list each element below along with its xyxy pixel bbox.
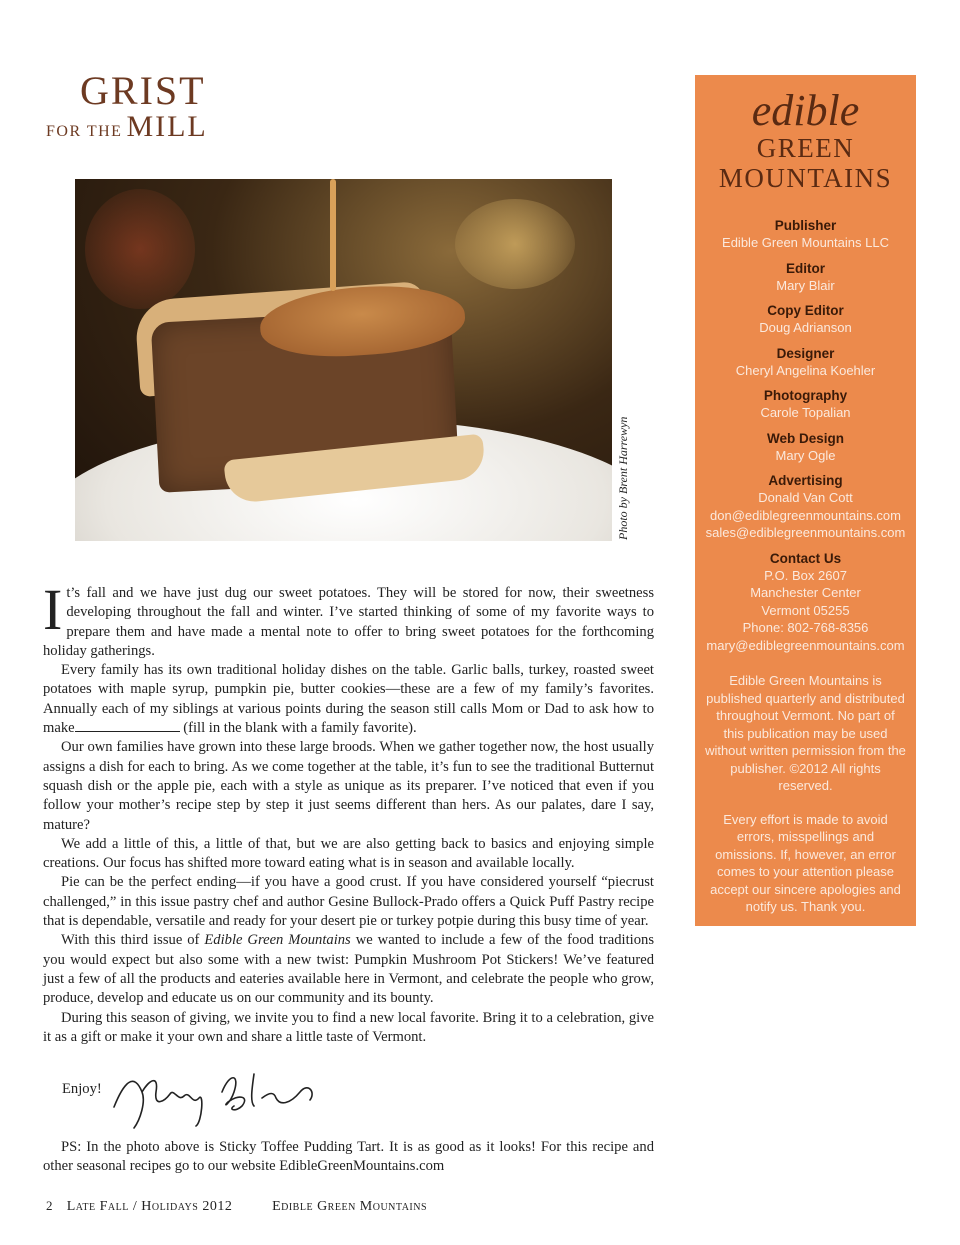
staff-role: Editor (786, 260, 825, 276)
article-paragraph-2 (43, 661, 654, 738)
logo-edible: edible (751, 86, 860, 135)
staff-value: Carole Topalian (760, 405, 851, 420)
photo-bokeh-red (85, 189, 195, 309)
staff-group-photography (695, 387, 916, 422)
staff-value: Edible Green Mountains LLC (722, 235, 889, 250)
logo-green: GREEN (756, 133, 855, 163)
photo-bokeh-light (455, 199, 575, 289)
editor-signature (104, 1062, 334, 1132)
staff-value: Mary Ogle (775, 447, 836, 463)
photo-caramel-drizzle (330, 179, 336, 291)
article-p6-text-end: we wanted to include a few of the food traditions you would expect but also some with a new twist: Pumpkin Mushroom Pot Stickers! We’ve featured just a few of all the products and eateries available here in Vermont, and celebrate the people who grow, produce, develop and educate us on our community and its bounty. (43, 932, 654, 1007)
fill-in-blank-line (75, 719, 180, 732)
staff-value: Doug Adrianson (759, 320, 852, 335)
staff-role: Web Design (766, 430, 844, 446)
advertising-email-don[interactable]: don@ediblegreenmountains.com (710, 507, 901, 523)
staff-role: Designer (776, 345, 835, 361)
article-paragraph-6 (43, 931, 654, 1008)
postscript-text: PS: In the photo above is Sticky Toffee Pudding Tart. It is as good as it looks! For this recipe and other seasonal recipes go to our website EdibleGreenMountains.com (43, 1139, 654, 1175)
article-p2-text: Every family has its own traditional holiday dishes on the table. Garlic balls, turkey, roasted sweet potatoes with maple syrup, pumpkin pie, butter cookies—these are a few of my family’s favorites. Annually each of my siblings at various points during the season still calls Mom or Dad to ask how to make (43, 662, 654, 737)
staff-role: Publisher (774, 218, 837, 233)
staff-group-advertising (695, 472, 916, 542)
staff-value: Donald Van Cott (758, 490, 853, 505)
staff-list (695, 217, 916, 654)
article-p6-text: With this third issue of (61, 932, 205, 949)
article-p2-text-end: (fill in the blank with a family favorite). (179, 720, 417, 737)
signoff-enjoy: Enjoy! (62, 1081, 102, 1097)
contact-phone: Phone: 802-768-8356 (742, 620, 869, 635)
staff-group-publisher (695, 217, 916, 252)
article-paragraph-4: We add a little of this, a little of that, but we are also getting back to basics and enjoying simple creations. Our focus has shifted more toward eating what is in season and available locally. (43, 835, 654, 872)
section-title (46, 70, 208, 147)
magazine-title-italic: Edible Green Mountains (204, 932, 351, 949)
article-paragraph-1 (43, 577, 654, 661)
staff-role: Photography (763, 388, 848, 403)
drop-cap: I (43, 577, 63, 642)
contact-po-box: P.O. Box 2607 (764, 567, 847, 583)
page-footer (46, 1198, 427, 1215)
logo-mountains: MOUNTAINS (718, 163, 893, 193)
section-title-grist: GRIST (80, 68, 206, 113)
staff-group-contact (695, 550, 916, 655)
article-p1-text: t’s fall and we have just dug our sweet potatoes. They will be stored for now, their sweetness developing throughout the fall and winter. I’ve started thinking of some of my favorite ways to prepare them and have made a mental note to offer to bring sweet potatoes for the forthcoming holiday gatherings. (43, 585, 654, 659)
postscript (43, 1138, 654, 1177)
staff-value: Mary Blair (776, 277, 835, 293)
article-paragraph-3: Our own families have grown into these large broods. When we gather together now, the host usually assigns a dish for each to bring. As we come together at the table, it’s fun to see the traditional Butternut squash dish or the apple pie, each with a style as unique as its preparer. I’ve noticed that even if you follow your mother’s recipe step by step it just seems different than hers. As our palates, dare I say, mature? (43, 739, 654, 833)
pudding-tart-photo (75, 179, 612, 541)
masthead-sidebar (695, 75, 916, 926)
photo-credit: Photo by Brent Harrewyn (616, 416, 630, 540)
contact-email[interactable]: mary@ediblegreenmountains.com (706, 637, 905, 653)
staff-value: Cheryl Angelina Koehler (735, 362, 876, 378)
staff-role: Copy Editor (767, 303, 844, 318)
page-number: 2 (46, 1198, 53, 1213)
publication-notice: Edible Green Mountains is published quarterly and distributed throughout Vermont. No part of this publication may be used without written permission from the publisher. ©2012 All rights reserved. (705, 673, 906, 793)
editor-letter (43, 577, 654, 1047)
magazine-name: Edible Green Mountains (272, 1199, 428, 1214)
article-paragraph-5: Pie can be the perfect ending—if you have a good crust. If you have considered yourself “piecrust challenged,” in this issue pastry chef and author Gesine Bullock-Prado offers a Quick Puff Pastry recipe that is dependable, versatile and ready for your desert pie or turkey potpie during this busy time of year. (43, 874, 654, 930)
advertising-email-sales[interactable]: sales@ediblegreenmountains.com (705, 525, 906, 540)
staff-group-web-design (695, 430, 916, 465)
section-title-for-the: FOR THE (46, 123, 123, 140)
article-paragraph-7: During this season of giving, we invite you to find a new local favorite. Bring it to a celebration, give it as a gift or make it your own and share a little taste of Vermont. (43, 1009, 654, 1045)
issue-label: Late Fall / Holidays 2012 (66, 1199, 233, 1214)
contact-state-zip: Vermont 05255 (761, 602, 850, 618)
staff-group-editor (695, 260, 916, 295)
staff-role: Contact Us (769, 550, 842, 566)
staff-group-copy-editor (695, 302, 916, 337)
contact-city: Manchester Center (750, 585, 861, 600)
staff-group-designer (695, 345, 916, 380)
section-title-line2 (46, 112, 208, 147)
section-title-mill: MILL (126, 110, 208, 143)
errors-notice: Every effort is made to avoid errors, misspellings and omissions. If, however, an error comes to your attention please accept our sincere apologies and notify us. Thank you. (710, 811, 901, 914)
staff-role: Advertising (768, 473, 843, 488)
